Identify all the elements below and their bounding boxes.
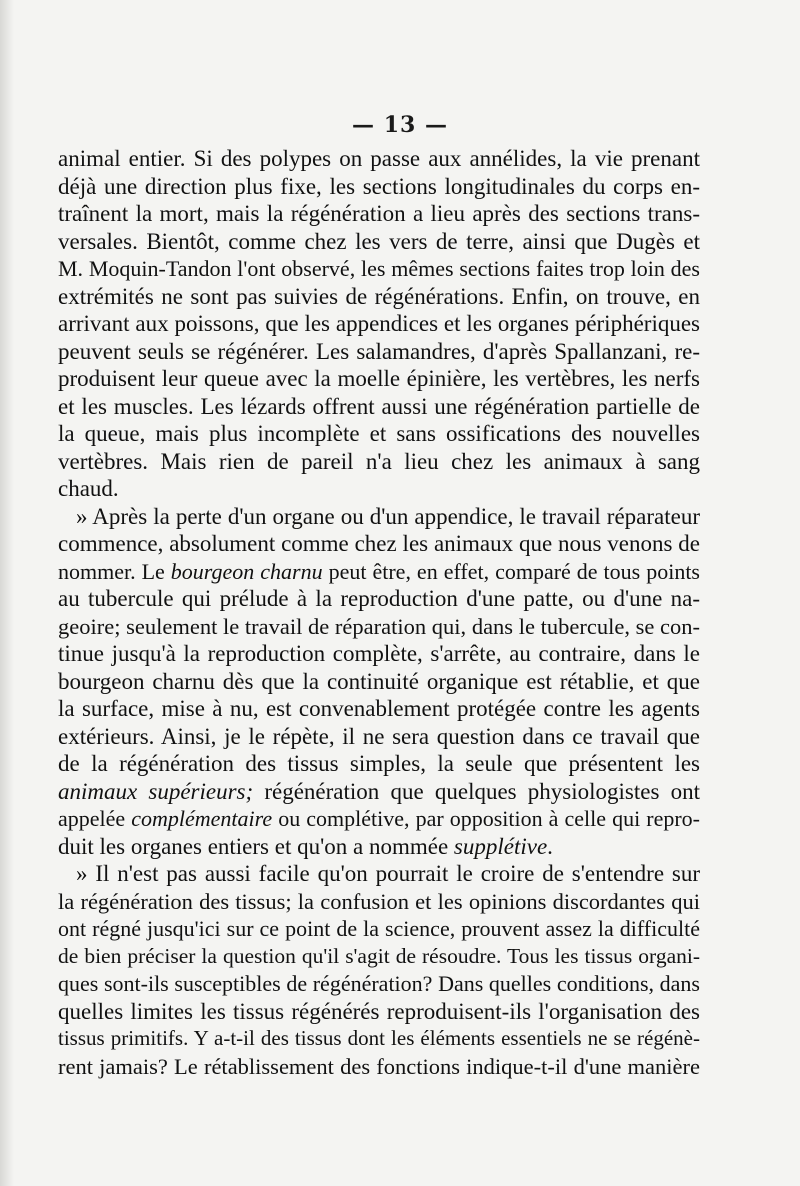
text-span: commence, absolument comme chez les animaux que nous venons de — [58, 531, 700, 556]
paragraph-1 — [58, 145, 700, 503]
text-line — [58, 530, 700, 558]
text-line: ont régné jusqu'ici sur ce point de la science, prouvent assez la difficulté — [58, 916, 700, 941]
text-line — [58, 750, 700, 778]
italic-term: bourgeon charnu — [170, 558, 323, 584]
paragraph-3 — [58, 860, 700, 1080]
text-line: et les muscles. Les lézards offrent aussi une régénération partielle de — [58, 393, 700, 419]
text-line: quelles limites les tissus régénérés reproduisent-ils l'organisation des — [58, 998, 700, 1024]
text-line — [58, 778, 700, 806]
text-line: traînent la mort, mais la régénération a lieu après des sections trans- — [58, 201, 700, 226]
italic-term: complémentaire — [131, 806, 273, 831]
text-line: tissus primitifs. Y a-t-il des tissus dont les éléments essentiels ne se régénè- — [58, 1026, 700, 1050]
text-line: animal entier. Si des polypes on passe aux annélides, la vie prenant — [58, 146, 700, 171]
text-line — [58, 640, 700, 668]
text-line — [58, 805, 700, 833]
text-line: versales. Bientôt, comme chez les vers de terre, ainsi que Dugès et — [58, 228, 700, 254]
page-number: — 13 — — [352, 112, 448, 138]
text-span: bourgeon charnu dès que la continuité organique est rétablie, et que — [58, 668, 700, 694]
text-line: extrémités ne sont pas suivies de régénérations. Enfin, on trouve, en — [58, 283, 700, 309]
text-span: appelée — [58, 806, 132, 831]
text-line: rent jamais? Le rétablissement des fonctions indique-t-il d'une manière — [58, 1053, 700, 1079]
text-span: extérieurs. Ainsi, je le répète, il ne sera question dans ce travail que — [58, 723, 700, 749]
text-line: produisent leur queue avec la moelle épinière, les vertèbres, les nerfs — [58, 366, 700, 391]
text-span: . — [547, 833, 553, 859]
text-line — [58, 503, 700, 531]
text-line: » Il n'est pas aussi facile qu'on pourrait le croire de s'entendre sur — [76, 861, 700, 886]
paragraph-2 — [58, 503, 700, 861]
page-edge-shadow — [0, 0, 14, 1186]
text-span: régénération que quelques physiologistes ont — [253, 778, 700, 804]
italic-term: supplétive — [453, 833, 548, 859]
text-line: ques sont-ils susceptibles de régénération? Dans quelles conditions, dans — [58, 971, 700, 996]
text-line: vertèbres. Mais rien de pareil n'a lieu chez les animaux à sang — [58, 448, 700, 474]
text-span: au tubercule qui prélude à la reproduction d'une patte, ou d'une na- — [58, 586, 700, 611]
text-span: duit les organes entiers et qu'on a nommée — [58, 833, 454, 859]
text-span: de la régénération des tissus simples, la seule que présentent les — [58, 751, 700, 776]
text-span: peut être, en effet, comparé de tous points — [322, 558, 700, 584]
italic-term: animaux supérieurs; — [58, 778, 254, 804]
text-span: ou complétive, par opposition à celle qui repro- — [272, 806, 700, 831]
text-line — [58, 558, 700, 586]
text-line: chaud. — [58, 476, 119, 501]
text-line — [58, 833, 700, 861]
text-line: déjà une direction plus fixe, les sections longitudinales du corps en- — [58, 173, 700, 199]
text-line — [58, 695, 700, 723]
text-line: la régénération des tissus; la confusion et les opinions discordantes qui — [58, 888, 700, 914]
text-span: nommer. Le — [58, 558, 171, 584]
body-text — [58, 145, 700, 1080]
text-line — [58, 723, 700, 751]
text-line: de bien préciser la question qu'il s'agit de résoudre. Tous les tissus organi- — [58, 943, 700, 968]
text-line — [58, 613, 700, 641]
text-span: geoire; seulement le travail de réparation qui, dans le tubercule, se con- — [58, 613, 700, 639]
text-span: la surface, mise à nu, est convenablement protégée contre les agents — [58, 696, 700, 721]
text-line: arrivant aux poissons, que les appendices et les organes périphériques — [58, 311, 700, 336]
text-line — [58, 668, 700, 696]
text-line: la queue, mais plus incomplète et sans ossifications des nouvelles — [58, 421, 700, 446]
text-line: peuvent seuls se régénérer. Les salamandres, d'après Spallanzani, re- — [58, 338, 700, 364]
text-line — [58, 585, 700, 613]
text-span: » Après la perte d'un organe ou d'un appendice, le travail réparateur — [76, 503, 700, 529]
text-line: M. Moquin-Tandon l'ont observé, les mêmes sections faites trop loin des — [58, 256, 700, 281]
text-span: tinue jusqu'à la reproduction complète, s'arrête, au contraire, dans le — [58, 641, 700, 666]
